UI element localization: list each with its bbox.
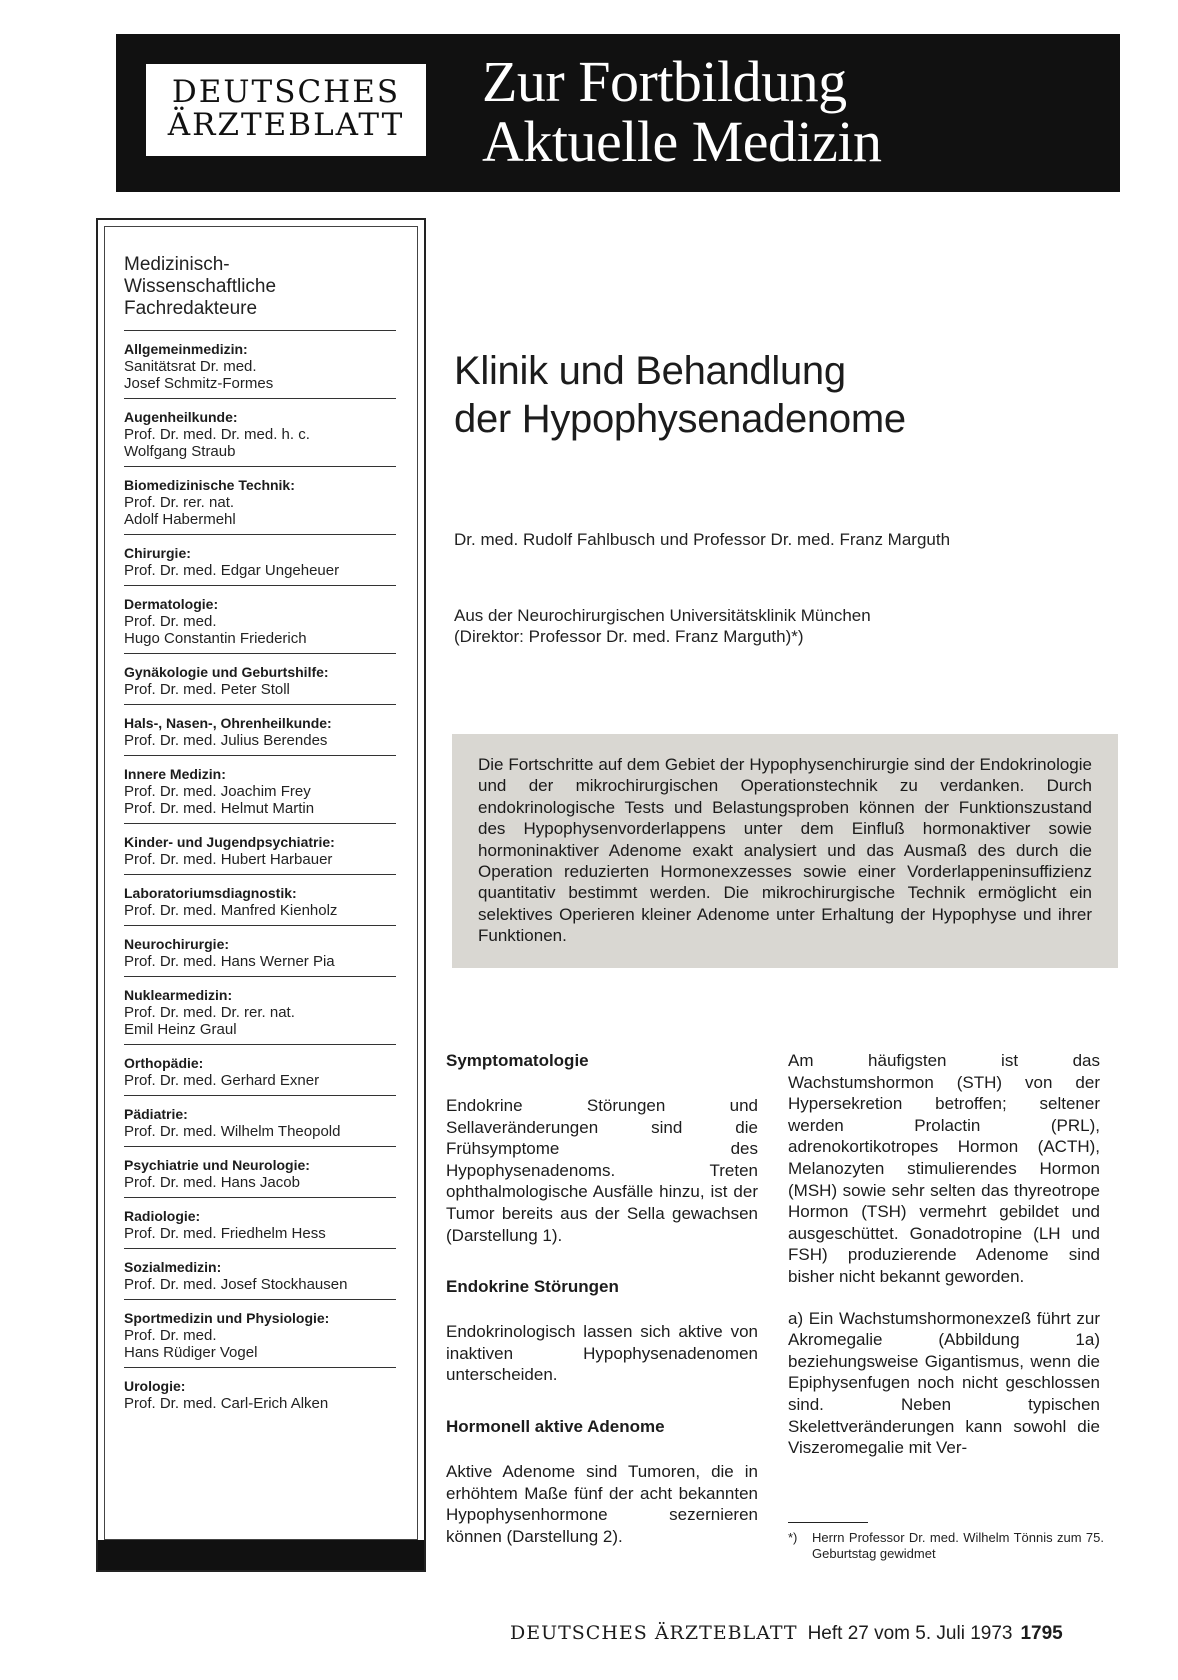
editor-section-title: Dermatologie: (124, 596, 219, 612)
footer-issue: Heft 27 vom 5. Juli 1973 (807, 1623, 1013, 1644)
section-title-line-2: Aktuelle Medizin (482, 109, 882, 174)
editor-name-line: Prof. Dr. med. Dr. rer. nat. (124, 1004, 295, 1021)
page-footer (510, 1622, 1120, 1652)
editor-name-line: Prof. Dr. med. (124, 1327, 217, 1344)
editor-section (124, 1045, 396, 1096)
affiliation-line-1: Aus der Neurochirurgischen Universitätsklinik München (454, 606, 871, 625)
editor-name-line: Prof. Dr. med. Peter Stoll (124, 681, 290, 698)
editor-section (124, 467, 396, 535)
editor-section-title: Sportmedizin und Physiologie: (124, 1310, 330, 1326)
sidebar-sections (124, 331, 396, 1418)
editor-section (124, 875, 396, 926)
editor-section-title: Kinder- und Jugendpsychiatrie: (124, 834, 335, 850)
heading-endokrine-stoerungen: Endokrine Störungen (446, 1277, 619, 1297)
editor-section (124, 926, 396, 977)
editor-section (124, 1249, 396, 1300)
editor-name-line: Emil Heinz Graul (124, 1021, 237, 1038)
footnote-rule (788, 1522, 868, 1523)
editor-name-line: Prof. Dr. med. Hubert Harbauer (124, 851, 333, 868)
article-affiliation (454, 605, 1114, 647)
editor-name-line: Prof. Dr. med. Edgar Ungeheuer (124, 562, 340, 579)
editor-section (124, 399, 396, 467)
editor-name-line: Prof. Dr. med. Hans Jacob (124, 1174, 300, 1191)
article-authors: Dr. med. Rudolf Fahlbusch und Professor Dr. med. Franz Marguth (454, 530, 951, 549)
article-title (454, 347, 1114, 443)
editor-section (124, 977, 396, 1045)
editor-section-title: Neurochirurgie: (124, 936, 230, 952)
editor-section (124, 654, 396, 705)
editor-name-line: Prof. Dr. med. Manfred Kienholz (124, 902, 338, 919)
editor-name-line: Hans Rüdiger Vogel (124, 1344, 258, 1361)
heading-symptomatologie: Symptomatologie (446, 1051, 589, 1070)
abstract-box (452, 734, 1118, 968)
editor-section-title: Orthopädie: (124, 1055, 204, 1071)
editor-name-line: Prof. Dr. med. Wilhelm Theopold (124, 1123, 341, 1140)
editor-name-line: Prof. Dr. med. Friedhelm Hess (124, 1225, 326, 1242)
footnote-text: Herrn Professor Dr. med. Wilhelm Tönnis zum 75. Geburtstag gewidmet (812, 1530, 1104, 1561)
editor-name-line: Prof. Dr. med. Dr. med. h. c. (124, 426, 310, 443)
logo-line-2: ÄRZTEBLATT (167, 107, 405, 143)
editor-name-line: Wolfgang Straub (124, 443, 236, 460)
editor-name-line: Prof. Dr. med. Josef Stockhausen (124, 1276, 348, 1293)
sidebar-content (124, 254, 396, 1418)
editor-name-line: Prof. Dr. med. Carl-Erich Alken (124, 1395, 329, 1412)
editor-name-line: Sanitätsrat Dr. med. (124, 358, 257, 375)
editor-name-line: Adolf Habermehl (124, 511, 236, 528)
paragraph-endokrine-stoerungen: Endokrinologisch lassen sich aktive von inaktiven Hypophysenadenomen unterscheiden. (446, 1322, 758, 1385)
sidebar-heading-line: Medizinisch- (124, 254, 230, 275)
editor-section-title: Nuklearmedizin: (124, 987, 233, 1003)
header-banner (116, 34, 1120, 192)
editor-section-title: Hals-, Nasen-, Ohrenheilkunde: (124, 715, 332, 731)
article-title-line-1: Klinik und Behandlung (454, 349, 846, 393)
editor-name-line: Prof. Dr. med. Joachim Frey (124, 783, 311, 800)
editor-section-title: Sozialmedizin: (124, 1259, 222, 1275)
editor-name-line: Prof. Dr. med. Hans Werner Pia (124, 953, 335, 970)
editor-section-title: Allgemeinmedizin: (124, 341, 248, 357)
paragraph-symptomatologie: Endokrine Störungen und Sellaveränderungen sind die Frühsymptome des Hypophysenadenoms. Treten ophthalmologische Ausfälle hinzu, ist der Tumor bereits aus der Sella gewachsen (Darstellung 1). (446, 1096, 758, 1245)
heading-hormonell-aktive-adenome: Hormonell aktive Adenome (446, 1416, 665, 1436)
editors-sidebar (96, 218, 426, 1572)
editor-section-title: Psychiatrie und Neurologie: (124, 1157, 310, 1173)
editor-name-line: Prof. Dr. med. Gerhard Exner (124, 1072, 320, 1089)
journal-logo (144, 62, 428, 158)
editor-section (124, 1368, 396, 1418)
editor-section (124, 705, 396, 756)
sidebar-footer-bar (98, 1540, 424, 1570)
editor-section (124, 535, 396, 586)
editor-section (124, 756, 396, 824)
editor-section (124, 1147, 396, 1198)
section-title-line-1: Zur Fortbildung (482, 49, 847, 114)
editor-name-line: Prof. Dr. med. (124, 613, 217, 630)
footer-journal-name: DEUTSCHES ÄRZTEBLATT (510, 1622, 798, 1644)
body-column-left (446, 1050, 758, 1547)
affiliation-line-2: (Direktor: Professor Dr. med. Franz Marguth)*) (454, 627, 804, 646)
editor-section-title: Chirurgie: (124, 545, 191, 561)
article-title-line-2: der Hypophysenadenome (454, 397, 906, 441)
editor-name-line: Hugo Constantin Friederich (124, 630, 307, 647)
paragraph-hormone-hypersekretion: Am häufigsten ist das Wachstumshormon (STH) von der Hypersekretion betroffen; seltener werden Prolactin (PRL), adrenokortikotropes Hormon (ACTH), Melanozyten stimulierendes Hormon (MSH) sowie sehr selten das thyreotrope Hormon (TSH) vermehrt gebildet und ausgeschüttet. Gonadotropine (LH und FSH) produzierende Adenome sind bisher nicht bekannt geworden. (788, 1051, 1100, 1286)
editor-section (124, 1198, 396, 1249)
sidebar-heading-line: Wissenschaftliche (124, 276, 277, 297)
editor-name-line: Prof. Dr. rer. nat. (124, 494, 235, 511)
editor-section-title: Pädiatrie: (124, 1106, 188, 1122)
editor-section-title: Urologie: (124, 1378, 186, 1394)
footnote-mark: *) (788, 1530, 798, 1545)
body-column-right (788, 1050, 1100, 1459)
editor-section (124, 586, 396, 654)
paragraph-wachstumshormonexzess: a) Ein Wachstumshormonexzeß führt zur Akromegalie (Abbildung 1a) beziehungsweise Gigantismus, wenn die Epiphysenfugen noch nicht geschlossen sind. Neben typischen Skelettveränderungen kann sowohl die Viszeromegalie mit Ver- (788, 1308, 1100, 1458)
sidebar-heading-line: Fachredakteure (124, 298, 258, 319)
editor-section (124, 1300, 396, 1368)
editor-section (124, 824, 396, 875)
footer-page-number: 1795 (1020, 1623, 1063, 1644)
section-title (482, 49, 882, 174)
editor-section (124, 1096, 396, 1147)
editor-section-title: Augenheilkunde: (124, 409, 238, 425)
editor-section-title: Laboratoriumsdiagnostik: (124, 885, 297, 901)
editor-name-line: Prof. Dr. med. Helmut Martin (124, 800, 315, 817)
editor-section-title: Biomedizinische Technik: (124, 477, 295, 493)
editor-section (124, 331, 396, 399)
abstract-text: Die Fortschritte auf dem Gebiet der Hypophysenchirurgie sind der Endokrinologie und der mikrochirurgischen Operationstechnik zu verdanken. Durch endokrinologische Tests und Belastungsproben können der Funktionszustand des Hypophysenvorderlappens unter dem Einfluß hormonaktiver sowie hormoninaktiver Adenome exakt analysiert und das Ausmaß des durch die Operation reduzierten Hormonexzesses sowie einer Vorderlappeninsuffizienz quantitativ bestimmt werden. Die mikrochirurgische Technik ermöglicht ein selektives Operieren kleiner Adenome unter Erhaltung der Hypophyse und ihrer Funktionen. (478, 755, 1092, 946)
paragraph-hormonell-aktive-adenome: Aktive Adenome sind Tumoren, die in erhöhtem Maße fünf der acht bekannten Hypophysenhormone sezernieren können (Darstellung 2). (446, 1461, 758, 1546)
editor-name-line: Josef Schmitz-Formes (124, 375, 274, 392)
editor-section-title: Radiologie: (124, 1208, 201, 1224)
editor-section-title: Innere Medizin: (124, 766, 226, 782)
sidebar-heading (124, 254, 396, 331)
editor-name-line: Prof. Dr. med. Julius Berendes (124, 732, 328, 749)
logo-line-1: DEUTSCHES (171, 74, 401, 110)
editor-section-title: Gynäkologie und Geburtshilfe: (124, 664, 329, 680)
footnote (788, 1530, 1108, 1562)
